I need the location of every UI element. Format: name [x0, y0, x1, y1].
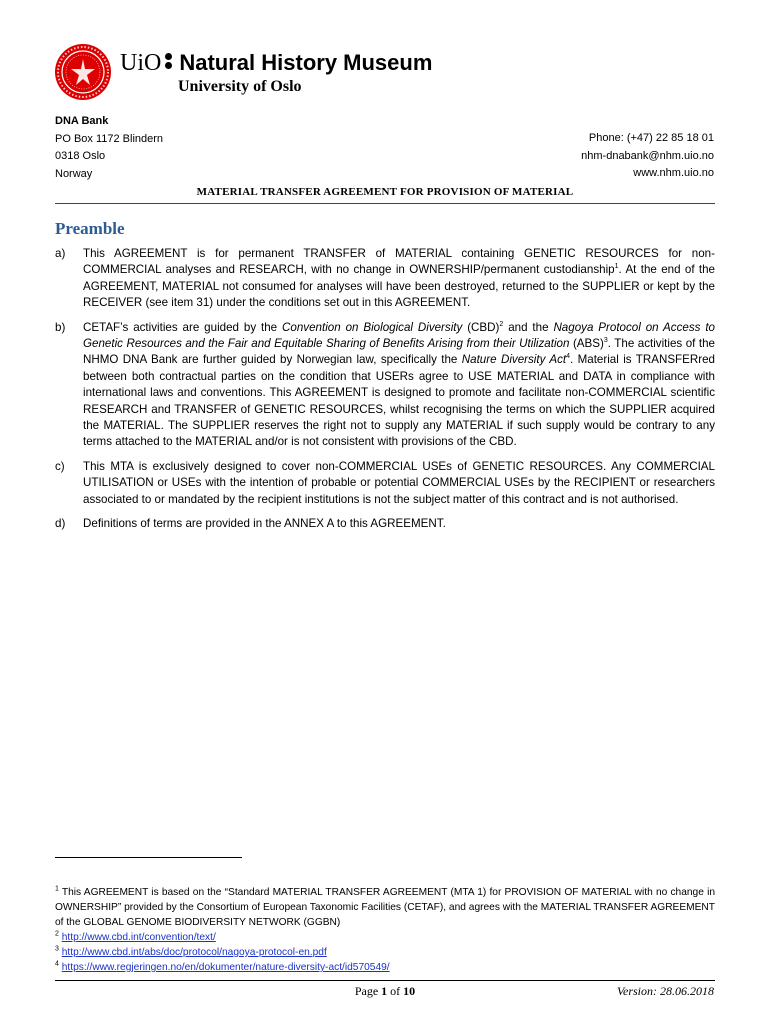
footnote: $^1$ This AGREEMENT is based on the “Standard MATERIAL TRANSFER AGREEMENT (MTA 1) for PROVISION OF MATERIAL with no change in OWNERSHIP” provided by the Consortium of European Taxonomic Facilities (CETAF), and agrees with the MATERIAL TRANSFER AGREEMENT of the GLOBAL GENOME BIODIVERSITY NETWORK (GGBN)	[55, 885, 715, 928]
address-line: Norway	[55, 167, 93, 180]
footnotes	[55, 885, 715, 975]
preamble-list	[55, 246, 715, 541]
footnote: $^3$ http://www.cbd.int/abs/doc/protocol/nagoya-protocol-en.pdf	[55, 945, 327, 958]
footer-divider	[55, 980, 715, 981]
footnote-link[interactable]: http://www.cbd.int/convention/text/	[61, 932, 216, 943]
version-label: Version: 28.06.2018	[617, 984, 714, 998]
contact-phone: Phone: (+47) 22 85 18 01	[588, 132, 714, 144]
brand-colon-icon	[165, 51, 173, 71]
item-text: This MTA is exclusively designed to cover non-COMMERCIAL USEs of GENETIC RESOURCES. Any COMMERCIAL UTILISATION or USEs with the intention of probable or potential COMMERCIAL USEs by the RECIPIENT or researchers associated to or mandated by the recipient institutions is not the subject matter of this contract and is not authorised.	[83, 459, 715, 506]
section-heading: Preamble	[55, 219, 125, 238]
footnote-link[interactable]: https://www.regjeringen.no/en/dokumenter/nature-diversity-act/id570549/	[61, 962, 390, 973]
page-number: Page 1 of 10	[354, 984, 416, 998]
item-text: CETAF’s activities are guided by the Convention on Biological Diversity (CBD)$^2$ and the Nagoya Protocol on Access to Genetic Resources and the Fair and Equitable Sharing of Benefits Arising from their Utilization (ABS)$^3$. The activities of the NHMO DNA Bank are further guided by Norwegian law, specifically the Nature Diversity Act$^4$. Material is TRANSFERred between both contractual parties on the condition that USERs agree to USE MATERIAL and DATA in compliance with international laws and conventions. This AGREEMENT is designed to promote and facilitate non-COMMERCIAL scientific RESEARCH and TRANSFER of GENETIC RESOURCES, whilst recognising the terms on which the SUPPLIER acquired the MATERIAL. The SUPPLIER reserves the right not to supply any MATERIAL if such supply would be contrary to any terms attached to the MATERIAL and/or is not consistent with provisions of the CBD.	[83, 320, 715, 449]
footnote-divider	[55, 857, 242, 858]
list-item	[55, 459, 715, 508]
item-text: Definitions of terms are provided in the ANNEX A to this AGREEMENT.	[83, 517, 446, 531]
item-text: This AGREEMENT is for permanent TRANSFER of MATERIAL containing GENETIC RESOURCES for non-COMMERCIAL analyses and RESEARCH, with no change in OWNERSHIP/permanent custodianship$^1$. At the end of the AGREEMENT, MATERIAL not consumed for analyses will have been destroyed, returned to the SUPPLIER or kept by the RECEIVER (see item 31) under the conditions set out in this AGREEMENT.	[83, 247, 716, 310]
item-label: a)	[55, 247, 66, 260]
contact-block	[581, 130, 714, 183]
contact-web: www.nhm.uio.no	[633, 167, 714, 179]
university-seal-logo	[54, 43, 112, 101]
footnote: $^2$ http://www.cbd.int/convention/text/	[55, 930, 216, 943]
contact-email: nhm-dnabank@nhm.uio.no	[581, 149, 714, 162]
document-title: MATERIAL TRANSFER AGREEMENT FOR PROVISION OF MATERIAL	[196, 186, 574, 198]
brand-title	[120, 50, 432, 77]
address-line: DNA Bank	[55, 115, 109, 127]
item-label: b)	[55, 320, 66, 334]
item-label: d)	[55, 517, 66, 531]
item-label: c)	[55, 459, 65, 473]
brand-subtitle: University of Oslo	[178, 78, 302, 95]
footnote: $^4$ https://www.regjeringen.no/en/dokumenter/nature-diversity-act/id570549/	[55, 960, 390, 973]
brand-name: Natural History Museum	[179, 50, 433, 75]
title-divider	[55, 203, 715, 204]
address-line: PO Box 1172 Blindern	[55, 132, 164, 145]
list-item	[55, 320, 715, 451]
brand-uio: UiO	[120, 50, 162, 76]
footnote-link[interactable]: http://www.cbd.int/abs/doc/protocol/nagoya-protocol-en.pdf	[61, 947, 327, 958]
address-line: 0318 Oslo	[55, 150, 106, 162]
list-item	[55, 246, 715, 312]
list-item	[55, 516, 715, 532]
address-block	[55, 113, 163, 183]
